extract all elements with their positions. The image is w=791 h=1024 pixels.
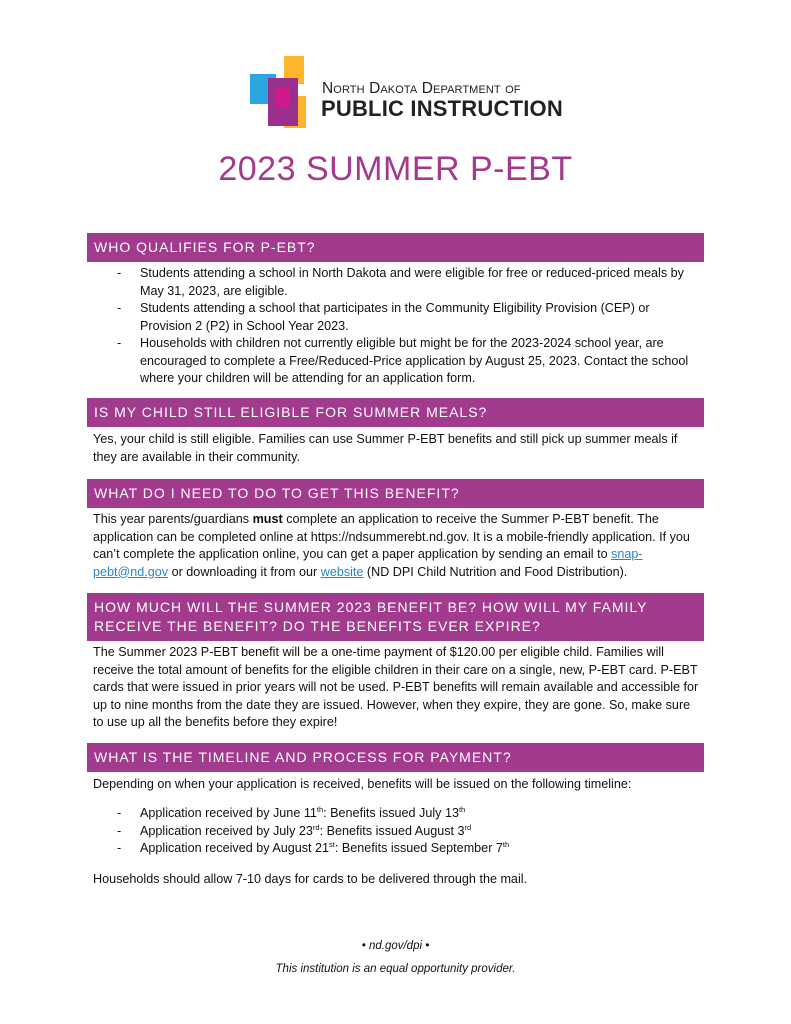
timeline-closing: Households should allow 7-10 days for cards to be delivered through the mail. — [93, 872, 528, 886]
ndpi-logo — [250, 56, 563, 130]
list-dash: - — [117, 823, 122, 838]
website-link[interactable]: website — [320, 564, 364, 579]
list-item — [93, 335, 703, 388]
timeline-sup-b: th — [458, 804, 466, 814]
benefit-text-d: (ND DPI Child Nutrition and Food Distribution). — [363, 564, 628, 579]
list-dash: - — [117, 336, 122, 350]
section-heading-timeline: WHAT IS THE TIMELINE AND PROCESS FOR PAYMENT? — [87, 743, 704, 772]
list-item-text: Households with children not currently eligible but might be for the 2023-2024 school year, are encouraged to complete a Free/Reduced-Price application by August 25, 2023. Contact the school where your children will be attending for an application form. — [140, 336, 689, 385]
timeline-sup-a: th — [316, 804, 324, 814]
timeline-text-b: : Benefits issued September 7 — [334, 841, 503, 855]
timeline-text-b: : Benefits issued August 3 — [319, 823, 465, 838]
timeline-text-a: Application received by July 23 — [140, 823, 313, 838]
section-heading-qualify: WHO QUALIFIES FOR P-EBT? — [87, 233, 704, 262]
benefit-paragraph — [93, 511, 701, 581]
logo-line-1: North Dakota Department of — [322, 80, 521, 97]
eligible-paragraph: Yes, your child is still eligible. Families can use Summer P-EBT benefits and still pick up summer meals if they are available in their community. — [93, 432, 678, 464]
list-dash: - — [117, 806, 122, 820]
section-heading-benefit: WHAT DO I NEED TO DO TO GET THIS BENEFIT? — [87, 479, 704, 508]
benefit-text-a: This year parents/guardians — [93, 512, 253, 526]
list-item — [93, 300, 703, 335]
timeline-text-a: Application received by June 11 — [140, 806, 317, 820]
logo-line-2: PUBLIC INSTRUCTION — [321, 96, 563, 121]
list-item — [93, 840, 703, 858]
email-link[interactable]: snap-pebt@nd.gov — [93, 547, 643, 579]
timeline-intro: Depending on when your application is received, benefits will be issued on the following timeline: — [93, 777, 632, 791]
timeline-sup-b: rd — [464, 822, 472, 832]
footer-equal-opportunity: This institution is an equal opportunity provider. — [275, 963, 516, 975]
timeline-sup-b: th — [502, 839, 510, 849]
list-item-text: Students attending a school that participates in the Community Eligibility Provision (CEP) or Provision 2 (P2) in School Year 2023. — [140, 301, 650, 333]
page-title: 2023 SUMMER P-EBT — [218, 150, 573, 188]
timeline-list — [93, 805, 703, 858]
timeline-sup-a: rd — [312, 822, 320, 832]
ndpi-logo-mark-icon — [250, 56, 312, 130]
list-item — [93, 805, 703, 823]
list-dash: - — [117, 841, 122, 855]
list-item — [93, 823, 703, 841]
benefit-text-bold: must — [252, 512, 283, 526]
section-heading-amount: HOW MUCH WILL THE SUMMER 2023 BENEFIT BE? HOW WILL MY FAMILY RECEIVE THE BENEFIT? DO THE BENEFITS EVER EXPIRE? — [87, 593, 704, 641]
list-item — [93, 265, 703, 300]
benefit-text-c: or downloading it from our — [168, 564, 321, 579]
amount-paragraph: The Summer 2023 P-EBT benefit will be a one-time payment of $120.00 per eligible child. Families will receive the total amount of benefits for the eligible children in their care on a single, new, P-EBT card. P-EBT cards that were issued in prior years will not be used. P-EBT benefits will remain available and accessible for up to nine months from the date they are issued. However, when they expire, they are gone. So, make sure to use up all the benefits before they expire! — [93, 645, 699, 729]
footer-site: • nd.gov/dpi • — [361, 940, 430, 952]
list-dash: - — [117, 301, 122, 315]
timeline-text-b: : Benefits issued July 13 — [323, 806, 459, 820]
section-heading-eligible: IS MY CHILD STILL ELIGIBLE FOR SUMMER MEALS? — [87, 398, 704, 427]
timeline-text-a: Application received by August 21 — [140, 841, 330, 855]
benefit-text-b: complete an application to receive the Summer P-EBT benefit. The application can be completed online at https://ndsummerebt.nd.gov. It is a mobile-friendly application. If you can’t complete the application online, you can get a paper application by sending an email to — [93, 512, 690, 561]
logo-magenta-block — [276, 88, 290, 108]
qualify-list — [93, 265, 703, 388]
list-dash: - — [117, 266, 122, 280]
timeline-sup-a: st — [329, 839, 335, 849]
list-item-text: Students attending a school in North Dakota and were eligible for free or reduced-priced meals by May 31, 2023, are eligible. — [140, 266, 684, 298]
